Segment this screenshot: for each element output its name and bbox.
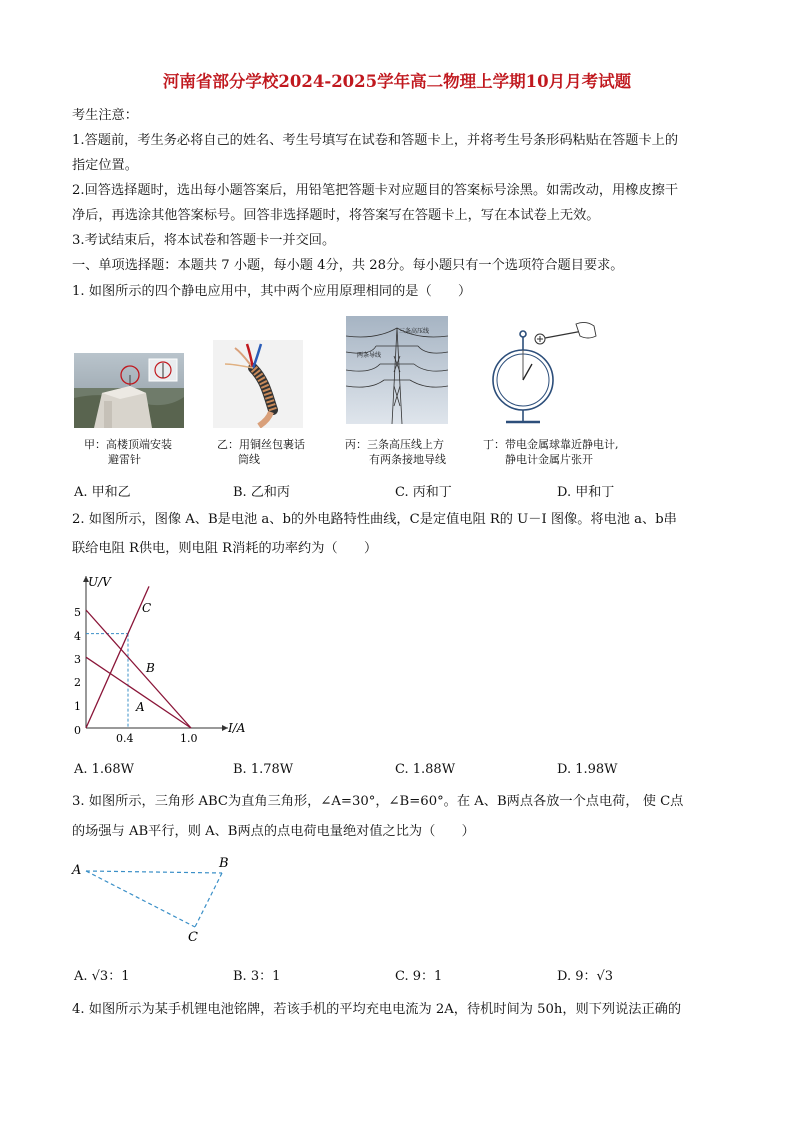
y-tick-1: 1 — [74, 700, 81, 713]
q2-option-c[interactable]: C. 1.88W — [395, 762, 456, 777]
q1-caption-yi: 乙：用铜丝包裹话 — [217, 438, 305, 451]
q3-stem-cont: 的场强与 AB平行，则 A、B两点的点电荷电量绝对值之比为（ ） — [72, 824, 475, 839]
y-tick-4: 4 — [74, 630, 81, 643]
side-ab — [86, 871, 222, 873]
curve-c-label: C — [142, 601, 152, 615]
q1-option-a[interactable]: A. 甲和乙 — [74, 485, 131, 500]
q1-caption-jia-cont: 避雷针 — [108, 453, 141, 466]
y-axis-label: U/V — [88, 575, 111, 589]
x-tick-1-0: 1.0 — [180, 732, 198, 745]
x-axis-label: I/A — [228, 721, 246, 735]
curve-a-label: A — [136, 700, 145, 714]
triangle-abc-figure — [66, 850, 246, 950]
q1-caption-jia: 甲：高楼顶端安装 — [84, 438, 172, 451]
q3-stem: 3. 如图所示，三角形 ABC为直角三角形，∠A=30°，∠B=60°。在 A、B两点各放一个点电荷， 使 C点 — [72, 794, 684, 809]
notice-item-2: 2.回答选择题时，选出每小题答案后，用铅笔把答题卡对应题目的答案标号涂黑。如需改动，用橡皮擦干 — [72, 183, 679, 198]
q1-caption-ding: 丁：带电金属球靠近静电计, — [483, 438, 619, 451]
q2-option-d[interactable]: D. 1.98W — [557, 762, 618, 777]
q1-stem: 1. 如图所示的四个静电应用中，其中两个应用原理相同的是（ ） — [72, 284, 472, 299]
q3-option-c[interactable]: C. 9：1 — [395, 969, 443, 984]
vertex-a-label: A — [72, 863, 82, 878]
q3-option-d[interactable]: D. 9：√3 — [557, 969, 614, 984]
y-tick-2: 2 — [74, 676, 81, 689]
notice-item-1-cont: 指定位置。 — [72, 158, 138, 173]
hv-wire-label: 三条高压线 — [399, 328, 430, 335]
q1-option-d[interactable]: D. 甲和丁 — [557, 485, 615, 500]
notice-heading: 考生注意： — [72, 108, 138, 123]
q1-caption-yi-cont: 筒线 — [238, 453, 260, 466]
q3-option-a[interactable]: A. √3：1 — [74, 969, 130, 984]
exam-title: 河南省部分学校2024-2025学年高二物理上学期10月月考试题 — [162, 72, 632, 91]
notice-item-3: 3.考试结束后，将本试卷和答题卡一并交回。 — [72, 233, 336, 248]
ground-wire-label: 两条导线 — [357, 352, 382, 359]
side-bc — [195, 873, 222, 927]
section-heading: 一、单项选择题：本题共 7 小题，每小题 4分，共 28分。每小题只有一个选项符合题目要求。 — [72, 258, 624, 273]
origin-label: 0 — [74, 724, 81, 737]
vertex-c-label: C — [188, 930, 198, 945]
notice-item-2-cont: 净后，再选涂其他答案标号。回答非选择题时，将答案写在答题卡上，写在本试卷上无效。 — [72, 208, 600, 223]
q1-option-b[interactable]: B. 乙和丙 — [233, 485, 290, 500]
y-tick-5: 5 — [74, 606, 81, 619]
y-tick-3: 3 — [74, 653, 81, 666]
electroscope-figure — [490, 316, 600, 428]
q2-option-a[interactable]: A. 1.68W — [74, 762, 134, 777]
q4-stem: 4. 如图所示为某手机锂电池铭牌，若该手机的平均充电电流为 2A，待机时间为 50h，则下列说法正确的 — [72, 1002, 682, 1017]
vertex-b-label: B — [219, 856, 229, 871]
q2-stem-cont: 联给电阻 R供电，则电阻 R消耗的功率约为（ ） — [72, 541, 378, 556]
q1-caption-ding-cont: 静电计金属片张开 — [505, 453, 593, 466]
q1-option-c[interactable]: C. 丙和丁 — [395, 485, 452, 500]
q1-caption-bing-cont: 有两条接地导线 — [369, 453, 446, 466]
power-tower-photo — [346, 316, 448, 424]
side-ac — [86, 871, 195, 927]
q2-stem: 2. 如图所示，图像 A、B是电池 a、b的外电路特性曲线，C是定值电阻 R的 U－I 图像。将电池 a、b串 — [72, 512, 677, 527]
u-i-graph — [66, 568, 256, 748]
shielded-cable-photo — [213, 340, 303, 428]
q2-option-b[interactable]: B. 1.78W — [233, 762, 294, 777]
curve-b-label: B — [146, 661, 155, 675]
x-tick-0-4: 0.4 — [116, 732, 134, 745]
lightning-rod-photo — [74, 353, 184, 428]
notice-item-1: 1.答题前，考生务必将自己的姓名、考生号填写在试卷和答题卡上，并将考生号条形码粘贴在答题卡上的 — [72, 133, 679, 148]
q1-caption-bing: 丙：三条高压线上方 — [345, 438, 444, 451]
q3-option-b[interactable]: B. 3：1 — [233, 969, 281, 984]
